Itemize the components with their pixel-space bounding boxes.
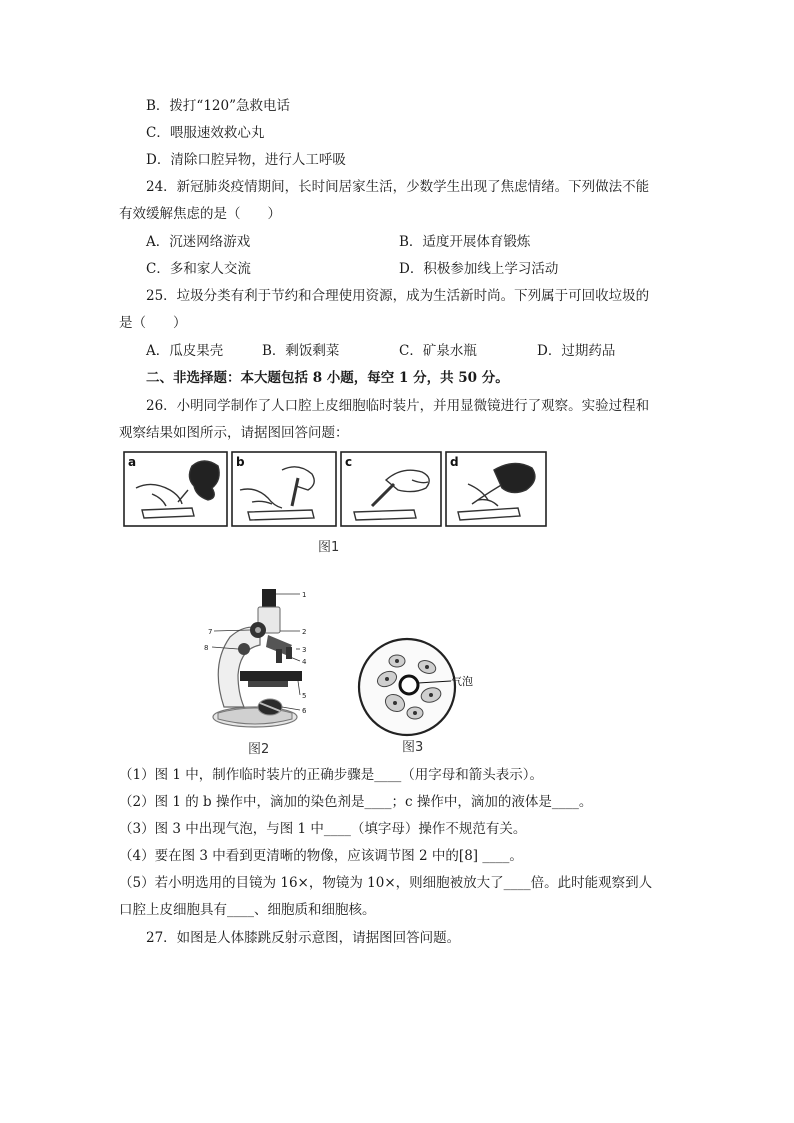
q25-option-b: B．剩饭剩菜: [262, 343, 340, 359]
q26-subquestion-5-line1: （5）若小明选用的目镜为 16×，物镜为 10×，则细胞被放大了____倍。此时能观察到人: [119, 875, 653, 891]
q25-option-a: A．瓜皮果壳: [146, 343, 224, 359]
figure-1-caption: 图1: [318, 540, 340, 555]
prev-option-b: B．拨打“120”急救电话: [146, 98, 290, 114]
q24-option-d: D．积极参加线上学习活动: [399, 261, 559, 277]
figure-2-callout-4: 4: [302, 658, 307, 666]
q24-option-b: B．适度开展体育锻炼: [399, 234, 531, 250]
figure-2-callout-6: 6: [302, 707, 307, 715]
figure-1-panel-label-d: d: [450, 455, 459, 469]
q25-stem-line2: 是（ ）: [119, 315, 187, 331]
prev-option-d: D．清除口腔异物，进行人工呼吸: [146, 152, 346, 168]
figure-3-bubble-label: 气泡: [451, 675, 473, 688]
figure-3-field-of-view: [355, 637, 485, 739]
figure-2-caption: 图2: [248, 742, 270, 757]
q26-subquestion-1: （1）图 1 中，制作临时装片的正确步骤是____（用字母和箭头表示）。: [119, 767, 544, 783]
q24-option-c: C．多和家人交流: [146, 261, 251, 277]
q27-stem: 27．如图是人体膝跳反射示意图，请据图回答问题。: [146, 930, 461, 946]
q26-subquestion-5-line2: 口腔上皮细胞具有____、细胞质和细胞核。: [119, 902, 376, 918]
figure-2-callout-8: 8: [204, 644, 209, 652]
figure-1-panel-label-b: b: [236, 455, 245, 469]
figure-2-callout-2: 2: [302, 628, 307, 636]
q24-stem-line2: 有效缓解焦虑的是（ ）: [119, 206, 281, 222]
figure-2-callout-7: 7: [208, 628, 213, 636]
panel-d-drawing: [458, 463, 535, 520]
q25-option-d: D．过期药品: [537, 343, 616, 359]
q26-subquestion-2: （2）图 1 的 b 操作中，滴加的染色剂是____；c 操作中，滴加的液体是____。: [119, 794, 593, 810]
q26-stem-line2: 观察结果如图所示，请据图回答问题：: [119, 425, 349, 441]
figure-2-callout-5: 5: [302, 692, 307, 700]
q25-option-c: C．矿泉水瓶: [399, 343, 477, 359]
q24-stem-line1: 24．新冠肺炎疫情期间，长时间居家生活，少数学生出现了焦虑情绪。下列做法不能: [146, 179, 650, 195]
section-heading: 二、非选择题：本大题包括 8 小题，每空 1 分，共 50 分。: [146, 370, 509, 386]
q26-subquestion-3: （3）图 3 中出现气泡，与图 1 中____（填字母）操作不规范有关。: [119, 821, 527, 837]
panel-c-drawing: [354, 470, 429, 520]
figure-3-caption: 图3: [402, 740, 424, 755]
figure-2-callout-3: 3: [302, 646, 307, 654]
panel-a-drawing: [136, 461, 219, 518]
figure-1-panel-label-c: c: [345, 455, 353, 469]
q26-subquestion-4: （4）要在图 3 中看到更清晰的物像，应该调节图 2 中的[8] ____。: [119, 848, 523, 864]
q25-stem-line1: 25．垃圾分类有利于节约和合理使用资源，成为生活新时尚。下列属于可回收垃圾的: [146, 288, 650, 304]
q26-stem-line1: 26．小明同学制作了人口腔上皮细胞临时装片，并用显微镜进行了观察。实验过程和: [146, 398, 650, 414]
figure-2-microscope: [200, 585, 330, 735]
figure-2-callout-1: 1: [302, 591, 307, 599]
prev-option-c: C．喂服速效救心丸: [146, 125, 265, 141]
figure-1-panels: [122, 450, 550, 530]
figure-1-panel-label-a: a: [128, 455, 137, 469]
q24-option-a: A．沉迷网络游戏: [146, 234, 251, 250]
panel-b-drawing: [240, 467, 314, 520]
